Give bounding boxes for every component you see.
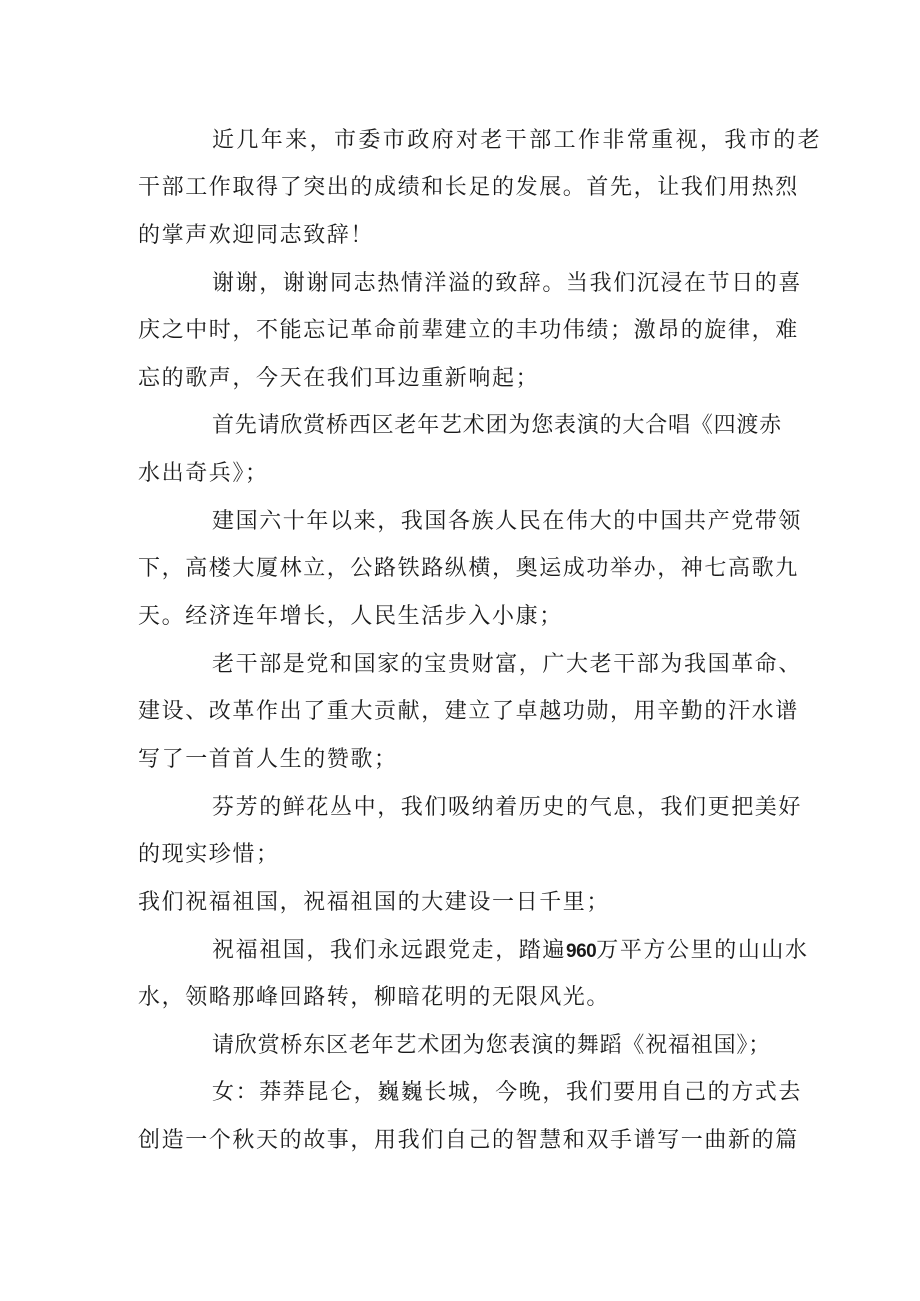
paragraph-8-text-after: 万平方公里的山山水 bbox=[596, 938, 809, 963]
paragraph-2-line-1: 谢谢，谢谢同志热情洋溢的致辞。当我们沉浸在节日的喜 bbox=[212, 271, 803, 296]
paragraph-4-line-3: 天。经济连年增长，人民生活步入小康； bbox=[138, 604, 563, 629]
paragraph-8-text-before: 祝福祖国，我们永远跟党走，踏遍 bbox=[212, 938, 567, 963]
paragraph-7-line-1: 我们祝福祖国，祝福祖国的大建设一日千里； bbox=[138, 890, 611, 915]
paragraph-3-line-2: 水出奇兵》； bbox=[138, 461, 269, 486]
paragraph-9-line-1: 请欣赏桥东区老年艺术团为您表演的舞蹈《祝福祖国》； bbox=[212, 1033, 772, 1058]
paragraph-8-line-2: 水，领略那峰回路转，柳暗花明的无限风光。 bbox=[138, 985, 611, 1010]
area-number: 960 bbox=[566, 941, 597, 962]
paragraph-8-line-1 bbox=[212, 931, 809, 971]
paragraph-1-line-3: 的掌声欢迎同志致辞！ bbox=[138, 223, 375, 248]
paragraph-5-line-1: 老干部是党和国家的宝贵财富，广大老干部为我国革命、 bbox=[212, 652, 803, 677]
paragraph-10-line-2: 创造一个秋天的故事，用我们自己的智慧和双手谱写一曲新的篇 bbox=[138, 1128, 799, 1153]
paragraph-3-line-1: 首先请欣赏桥西区老年艺术团为您表演的大合唱《四渡赤 bbox=[212, 413, 783, 438]
paragraph-4-line-1: 建国六十年以来，我国各族人民在伟大的中国共产党带领 bbox=[212, 509, 803, 534]
paragraph-6-line-2: 的现实珍惜； bbox=[138, 842, 280, 867]
paragraph-1-line-1: 近几年来，市委市政府对老干部工作非常重视，我市的老 bbox=[212, 128, 823, 153]
paragraph-6-line-1: 芬芳的鲜花丛中，我们吸纳着历史的气息，我们更把美好 bbox=[212, 795, 803, 820]
paragraph-4-line-2: 下，高楼大厦林立，公路铁路纵横，奥运成功举办，神七高歌九 bbox=[138, 556, 799, 581]
paragraph-5-line-3: 写了一首首人生的赞歌； bbox=[138, 747, 398, 772]
paragraph-2-line-2: 庆之中时，不能忘记革命前辈建立的丰功伟绩；激昂的旋律，难 bbox=[138, 318, 799, 343]
paragraph-10-line-1: 女：莽莽昆仑，巍巍长城，今晚，我们要用自己的方式去 bbox=[212, 1080, 803, 1105]
paragraph-5-line-2: 建设、改革作出了重大贡献，建立了卓越功勋，用辛勤的汗水谱 bbox=[138, 699, 799, 724]
paragraph-1-line-2: 干部工作取得了突出的成绩和长足的发展。首先，让我们用热烈 bbox=[138, 175, 799, 200]
paragraph-2-line-3: 忘的歌声，今天在我们耳边重新响起； bbox=[138, 366, 540, 391]
